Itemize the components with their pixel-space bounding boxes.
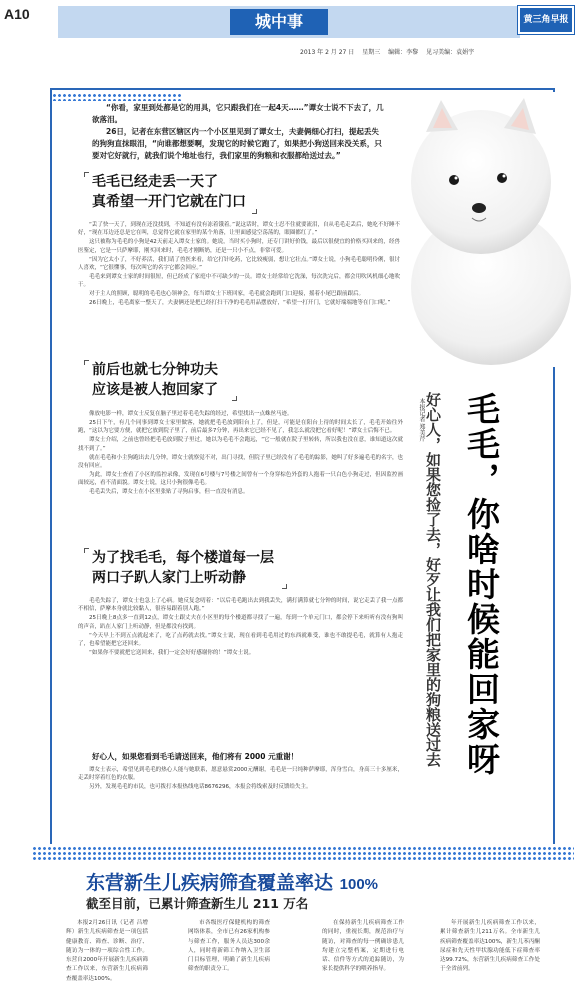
section-3-heading-line: 两口子趴人家门上听动静 (92, 570, 246, 586)
section-3-body (78, 597, 403, 737)
column-paragraph: 年开展新生儿疾病筛查工作以来，累计筛查新生儿211万名。全市新生儿疾病筛查覆盖率达100%，新生儿苯丙酮尿症和先天性甲状腺功能低下症筛查率达99.72%，东营新生儿疾病筛查工作处于全省前列。 (440, 920, 540, 973)
second-story-title-number: 100% (339, 876, 379, 893)
body-paragraph: “丢了快一天了，到现在还没找到，不知道有没有冻着饿着。”说这话时，谭女士忍不住就要流泪，自从毛毛走丢后，她吃不好睡不好，“现在耳边还总是它在叫，总觉得它就在家里的某个角落，让里面感觉空荡荡的，眼圈都红了。” (78, 222, 400, 237)
story-subtitle: 好心人，如果您捡了去，好歹让我们把家里的狗粮送过去 (424, 392, 442, 767)
heading-corner-mark (232, 396, 237, 401)
second-story-column (188, 919, 270, 975)
second-story-title (86, 868, 378, 895)
reporter-byline: 本报记者 郑美芹 (418, 398, 425, 442)
body-paragraph: “今天早上不到五点就起来了，吃了点药就去找。”谭女士说，现在看到毛毛用过的东西就难受，谁也不敢提毛毛，就算有人抱走了，也希望能把它还回来。 (78, 632, 403, 648)
section-title: 城中事 (230, 9, 328, 35)
body-paragraph: 毛毛丢失后，谭女士在小区里张贴了寻狗启事，但一直没有消息。 (89, 489, 249, 496)
newspaper-logo: 黄三角早报 (518, 6, 574, 34)
issue-meta (300, 47, 480, 56)
section-2-heading-line: 应该是被人抱回家了 (92, 382, 218, 398)
issue-weekday: 星期三 (362, 49, 381, 56)
body-paragraph: 毛毛来到谭女士家的时间很短，但已经成了家庭中不可缺少的一员。谭女士经常给它洗澡，每次洗完后，都会用吹风机细心地吹干。 (78, 273, 400, 289)
designer-credit: 见习美编：袁娟宇 (426, 49, 475, 56)
column-paragraph: 市各级医疗保健机构的筛查网络体系，全市已有26家机构参与筛查工作，服务人员达300余人，同时将新筛工作纳入卫生部门目标管理，明确了新生儿疾病筛查的职责分工。 (188, 920, 270, 973)
second-story-title-text: 东营新生儿疾病筛查覆盖率达 (86, 872, 334, 894)
body-paragraph: 谭女士介绍，之前也曾经把毛毛放到院子里过，她以为毛毛不会跑远，“它一般就在院子里转转，所以我也没在意，谁知道这次就找不到了。” (78, 437, 403, 452)
section-2-heading-line: 前后也就七分钟功夫 (92, 362, 218, 378)
second-story-column (440, 919, 540, 975)
section-1-body (78, 221, 400, 357)
section-1-heading (92, 172, 246, 212)
body-paragraph: 对于主人的照顾，聪明的毛毛也心领神会，每当谭女士下班回家，毛毛就会跑到门口迎接，摇着小尾巴跟前跟后。 (89, 291, 365, 298)
body-paragraph: 另外，发现毛毛的市民，也可拨打本报热线电话8676296，本报会将线索及时反馈给失主。 (89, 784, 312, 791)
dog-photo (386, 92, 571, 367)
second-story-column (322, 919, 404, 975)
section-1-heading-line: 真希望一开门它就在门口 (92, 194, 246, 210)
second-story-column (66, 919, 148, 984)
heading-corner-mark (84, 548, 89, 553)
heading-corner-mark (282, 584, 287, 589)
page-number: A10 (4, 6, 30, 22)
body-paragraph: 谭女士表示，希望见到毛毛的热心人能与她联系，愿意悬赏2000元酬谢，毛毛是一只纯种萨摩耶，浑身雪白，身高三十多厘米，走丢时穿着红色的衣服。 (78, 767, 403, 782)
body-paragraph: “因为它太小了，不好养活，我们请了兽医来看，给它打针吃药，它比较瘦弱，想让它壮点。”谭女士说，小狗毛毛聪明伶俐，很讨人喜欢，“它很懂事，每次叫它的名字它都会回应。” (78, 256, 400, 272)
reward-notice: 好心人，如果您看到毛毛请送回来，他们将有 2000 元重谢！ (92, 752, 299, 761)
body-paragraph: 这只被称为毛毛的小狗是42天前走入谭女士家的。她说，当时买小狗时，还专门讲好价钱，最后以很便宜的价格买回来的，经兽医鉴定，它是一只萨摩耶，刚买回来时，毛毛才刚断奶，还是一只小不点，非常可爱。 (78, 239, 400, 254)
heading-corner-mark (252, 209, 257, 214)
heading-corner-mark (84, 360, 89, 365)
dotted-band-top (52, 93, 182, 101)
body-paragraph: 26日晚上，毛毛离家一整天了，夫妻俩还是把已经打扫干净的毛毛用品摆放好，“希望一打开门，它就好端端地等在门口呢。” (89, 300, 391, 307)
section-2-body (78, 410, 403, 535)
story-lead (92, 102, 384, 162)
dotted-separator (32, 846, 574, 860)
editor-credit: 编辑：李黎 (388, 49, 419, 56)
body-paragraph: 为此，谭女士查看了小区的监控录像，发现在6号楼与7号楼之间曾有一个身穿棕色外套的人抱着一只白色小狗走过，但因监控画面较远，看不清面貌。谭女士说，这只小狗很像毛毛。 (78, 471, 403, 487)
column-paragraph: 本报2月26日讯（记者 吕增辉）新生儿疾病筛查是一项包括健康教育、筛查、诊断、治疗、随访为一体的一项综合性工作。东营自2000年开展新生儿疾病筛查工作以来，东营新生儿疾病筛查覆盖率达100%。 (66, 920, 148, 982)
lead-paragraph: 26日，记者在东营区辖区内一个小区里见到了谭女士，夫妻俩细心打扫，提起丢失的狗狗直抹眼泪，“向谁都想要啊，发现它的时候它跑了，如果把小狗送回来没关系，只要对它好就行，就我们说个地址也行，我们家里的狗粮和衣服都给送过去。” (92, 127, 382, 160)
body-paragraph: 25日晚上8点多一直到12点，谭女士跟丈夫在小区里的每个楼道都寻找了一遍，每到一个单元门口，都会停下来听听有没有狗叫的声音，趴在人家门上听动静，但是都没有找到。 (78, 615, 403, 630)
story-title: 毛毛，你啥时候能回家呀 (462, 392, 501, 777)
section-3-heading-line: 为了找毛毛，每个楼道每一层 (92, 550, 274, 566)
lead-paragraph: “你看，家里到处都是它的用具，它只跟我们在一起4天……”谭女士说不下去了，几欲落泪。 (92, 103, 384, 124)
closing-body (78, 766, 403, 832)
section-3-heading (92, 548, 274, 588)
body-paragraph: 毛毛失踪了，谭女士也急上了心病。她反复念叨着：“以后毛毛跑出去到我丢失，满打满算就七分钟的时间，说它走丢了我一点都不相信，萨摩本身就比较黏人，很容易跟着别人跑。” (78, 598, 403, 613)
column-paragraph: 在保持新生儿疾病筛查工作的同时，重视长期，规范治疗与随访，对筛查的每一例确诊患儿均建立完整档案，定期进行电话、信件等方式的追踪随访，为家长提供科学的喂养指导。 (322, 920, 404, 973)
body-paragraph: 就在毛毛和小主狗跑出去几分钟，谭女士就察觉不对，出门寻找，但院子里已经没有了毛毛的踪影，她叫了好多遍毛毛的名字，也没有回应。 (78, 454, 403, 469)
issue-date: 2013 年 2 月 27 日 (300, 49, 355, 56)
body-paragraph: 25日下午，有几个同事到谭女士家里做客，她就把毛毛放到阳台上了，但是，可能是在阳台上待的时间太长了，毛毛开始往外跑，“这以为它要方便，就把它放到院子里了，前后最多7分钟，再出来它已经不见了，我怎么就没把它看好呢！”谭女士后悔不已。 (78, 419, 403, 435)
body-paragraph: 像放电影一样，谭女士反复在脑子里过着毛毛失踪的经过，希望找出一点蛛丝马迹。 (89, 411, 293, 417)
heading-corner-mark (84, 172, 89, 177)
second-story-subtitle: 截至目前，已累计筛查新生儿 211 万名 (86, 896, 309, 911)
body-paragraph: “如果你不要就把它送回来，我们一定会好好感谢你的！”谭女士说。 (89, 649, 255, 656)
section-1-heading-line: 毛毛已经走丢一天了 (92, 174, 218, 190)
section-2-heading (92, 360, 218, 400)
